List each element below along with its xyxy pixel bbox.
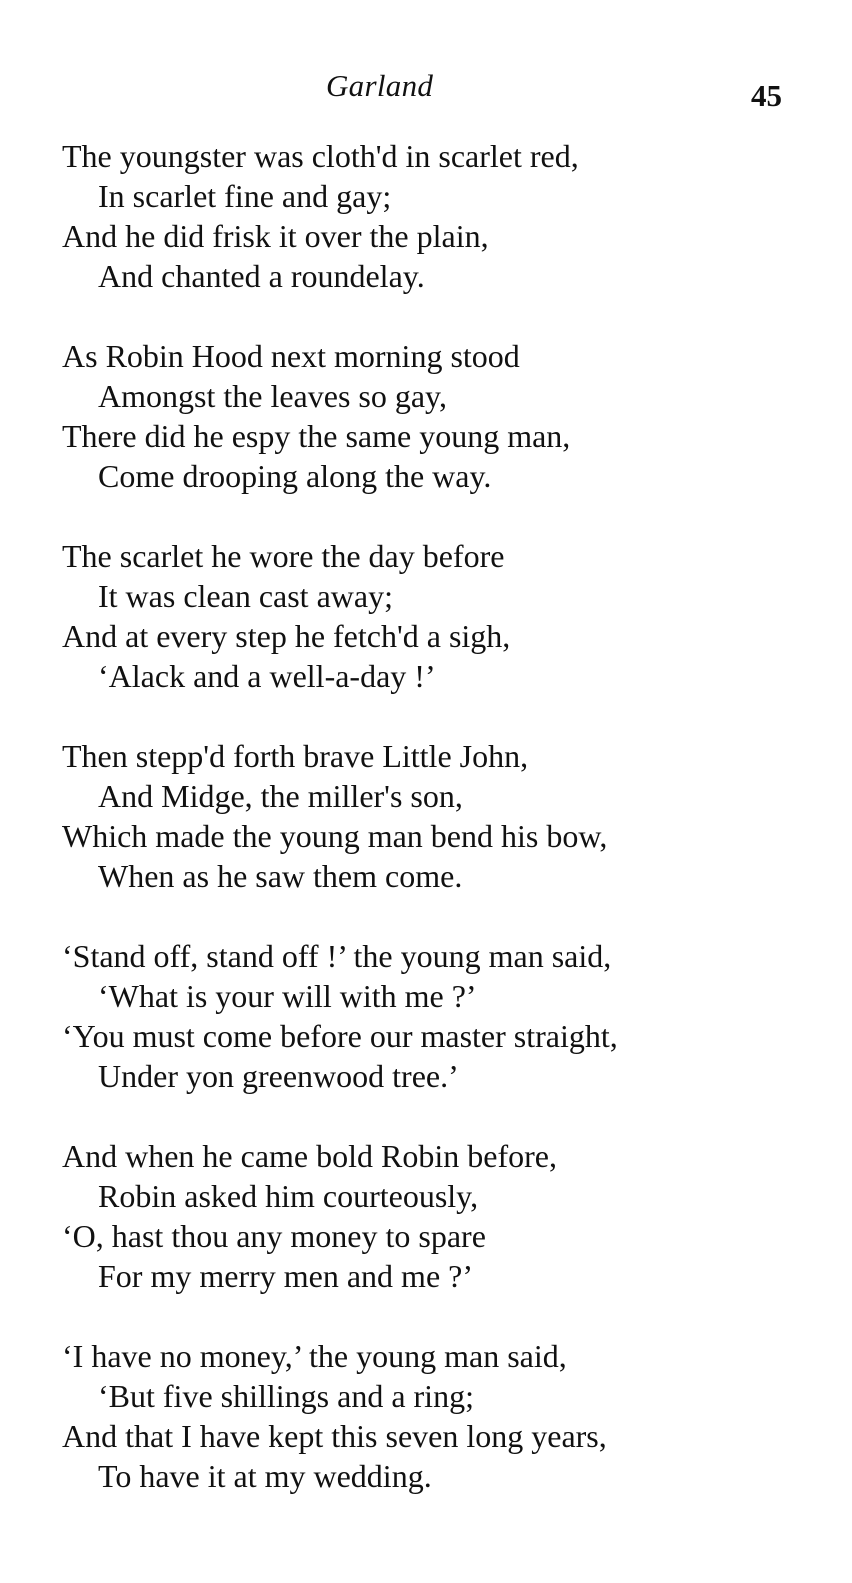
verse-line: The youngster was cloth'd in scarlet red, bbox=[62, 138, 579, 174]
verse-line: ‘Alack and a well-a-day !’ bbox=[98, 658, 436, 694]
verse-line: Amongst the leaves so gay, bbox=[98, 378, 447, 414]
running-head bbox=[0, 64, 852, 113]
verse-line: Under yon greenwood tree.’ bbox=[98, 1058, 459, 1094]
stanza-6 bbox=[62, 1136, 822, 1296]
verse-line: There did he espy the same young man, bbox=[62, 418, 571, 454]
verse-line: And that I have kept this seven long years, bbox=[62, 1418, 607, 1454]
stanza-1 bbox=[62, 136, 822, 296]
verse-line: Come drooping along the way. bbox=[98, 458, 492, 494]
verse-line: ‘Stand off, stand off !’ the young man said, bbox=[62, 938, 612, 974]
running-title: Garland bbox=[326, 68, 434, 103]
page-number: 45 bbox=[751, 78, 782, 113]
stanza-5 bbox=[62, 936, 822, 1096]
verse-line: And Midge, the miller's son, bbox=[98, 778, 463, 814]
verse-line: ‘You must come before our master straight, bbox=[62, 1018, 618, 1054]
verse-line: ‘I have no money,’ the young man said, bbox=[62, 1338, 567, 1374]
verse-line: Which made the young man bend his bow, bbox=[62, 818, 608, 854]
verse-line: It was clean cast away; bbox=[98, 578, 393, 614]
verse-line: Robin asked him courteously, bbox=[98, 1178, 479, 1214]
verse-line: ‘But five shillings and a ring; bbox=[98, 1378, 474, 1414]
verse-line: And chanted a roundelay. bbox=[98, 258, 425, 294]
verse-line: The scarlet he wore the day before bbox=[62, 538, 505, 574]
poem-body bbox=[62, 136, 822, 1536]
verse-line: Then stepp'd forth brave Little John, bbox=[62, 738, 529, 774]
verse-line: And when he came bold Robin before, bbox=[62, 1138, 557, 1174]
verse-line: ‘What is your will with me ?’ bbox=[98, 978, 477, 1014]
verse-line: And at every step he fetch'd a sigh, bbox=[62, 618, 511, 654]
verse-line: ‘O, hast thou any money to spare bbox=[62, 1218, 486, 1254]
verse-line: And he did frisk it over the plain, bbox=[62, 218, 489, 254]
stanza-3 bbox=[62, 536, 822, 696]
stanza-2 bbox=[62, 336, 822, 496]
stanza-4 bbox=[62, 736, 822, 896]
verse-line: For my merry men and me ?’ bbox=[98, 1258, 473, 1294]
verse-line: In scarlet fine and gay; bbox=[98, 178, 392, 214]
verse-line: As Robin Hood next morning stood bbox=[62, 338, 520, 374]
verse-line: To have it at my wedding. bbox=[98, 1458, 432, 1494]
stanza-7 bbox=[62, 1336, 822, 1496]
verse-line: When as he saw them come. bbox=[98, 858, 463, 894]
